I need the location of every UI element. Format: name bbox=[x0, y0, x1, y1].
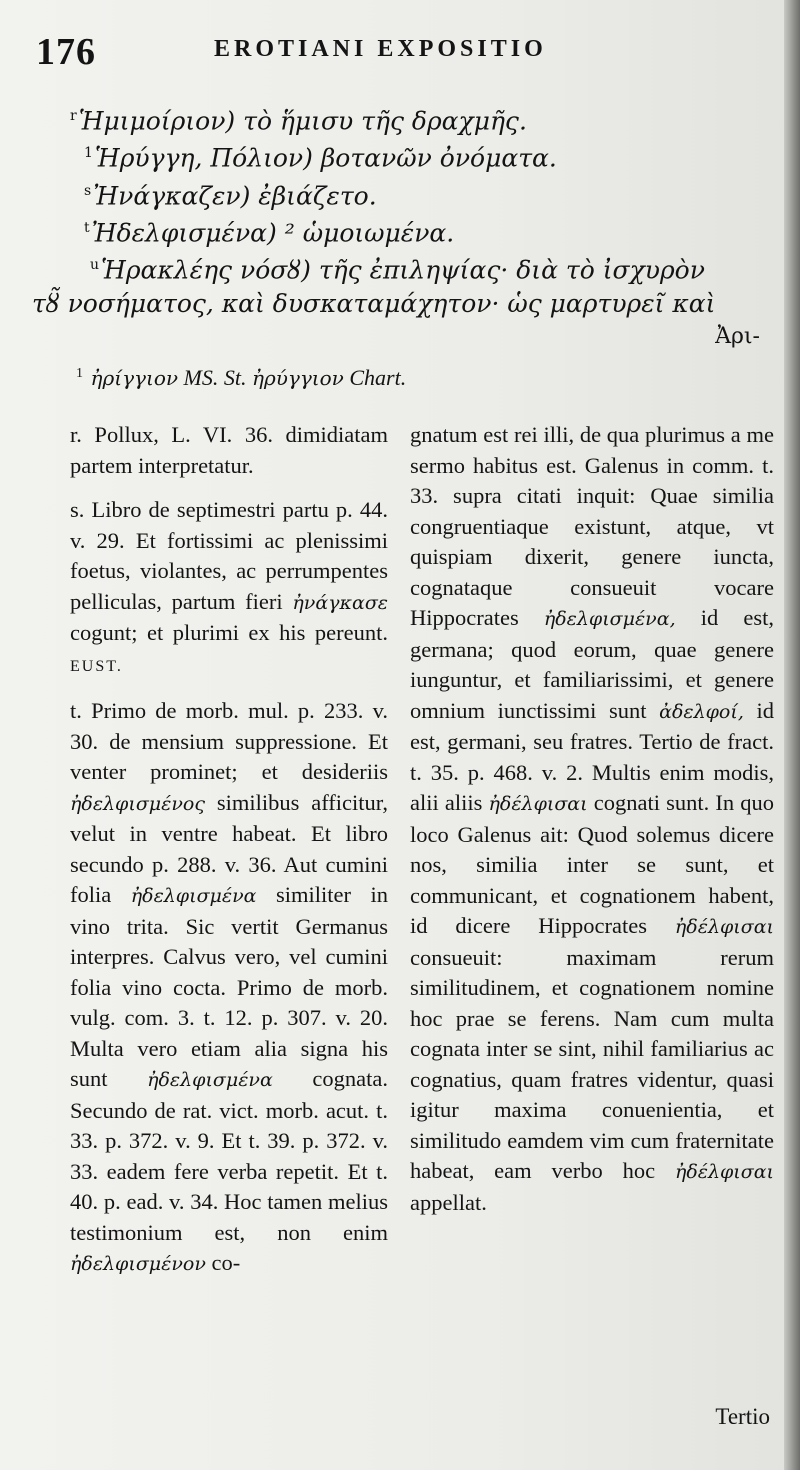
commentary-text: t. Primo de morb. mul. p. 233. v. 30. de mensium suppressione. Et venter prominet; et desideriis bbox=[70, 698, 388, 784]
glossary-entry bbox=[70, 212, 770, 249]
commentary-text: cogunt; et plurimi ex his pereunt. bbox=[70, 620, 388, 645]
commentary-text: appellat. bbox=[410, 1189, 487, 1215]
glossary-text: Ἠνάγκαζεν) ἐβιάζετο. bbox=[93, 180, 377, 210]
commentary-text: id est, germani, seu fratres. Tertio de fract. t. 35. p. 468. v. 2. Multis enim modis, alii aliis bbox=[410, 697, 775, 815]
greek-term: ἠδέλφισαι bbox=[488, 793, 588, 815]
note-marker: 1 bbox=[84, 145, 93, 162]
glossary-text: τȣ̃ νοσήματος, καὶ δυσκαταμάχητον· ὡς μαρτυρεῖ καὶ bbox=[32, 288, 716, 318]
greek-term: ἠδελφισμένον bbox=[70, 1253, 206, 1275]
glossary-text: Ἡρύγγη, Πόλιον) βοτανῶν ὀνόματα. bbox=[94, 143, 557, 173]
glossary-text: Ἡμιμοίριον) τὸ ἥμισυ τῆς δραχμῆς. bbox=[78, 106, 527, 136]
commentary-left-column bbox=[70, 420, 388, 1294]
note-marker: 1 bbox=[76, 365, 83, 381]
commentary-paragraph bbox=[70, 696, 388, 1280]
greek-term: ἠνάγκασε bbox=[292, 591, 388, 614]
glossary-entry bbox=[70, 249, 770, 286]
greek-glossary-entries bbox=[32, 100, 770, 353]
commentary-text: gnatum est rei illi, de qua plurimus a me sermo habitus est. Galenus in comm. t. 33. supra citati inquit: Quae similia congruentiaque existunt, atque, vt quispiam dixerit, genere iuncta, cognataque consueuit vocare Hippocrates bbox=[410, 422, 774, 630]
glossary-text: Ἠδελφισμένα) ² ὡμοιωμένα. bbox=[91, 218, 455, 248]
greek-term: ἠδελφισμένος bbox=[70, 792, 205, 815]
note-marker: t bbox=[84, 219, 90, 236]
page-spine-shadow bbox=[784, 0, 800, 1470]
commentary-paragraph bbox=[70, 420, 388, 481]
commentary-text: s. Libro de septimestri partu p. 44. v. 29. Et fortissimi ac plenissimi foetus, violantes, ac perrumpentes pelliculas, partum fieri bbox=[70, 497, 388, 614]
variant-chart-siglum: Chart. bbox=[349, 365, 407, 390]
glossary-entry bbox=[70, 175, 770, 212]
commentary-right-column bbox=[410, 420, 774, 1232]
glossary-continuation bbox=[32, 287, 770, 320]
commentary-text: consueuit: maximam rerum similitudinem, et cognationem nomine hoc prae se ferens. Nam cum multa cognata inter se sint, nihil familiarius ac cognatius, quam fratres videntur, quasi igitur maxima conuenientia, et similitudo eamdem vim cum fraternitate habeat, eam verbo hoc bbox=[410, 944, 774, 1183]
variant-greek-1: ἠρίγγιον bbox=[90, 366, 179, 390]
greek-term: ἠδελφισμένα bbox=[130, 885, 257, 907]
note-marker: s bbox=[84, 182, 92, 199]
commentary-text: co- bbox=[211, 1250, 241, 1275]
glossary-entry bbox=[70, 137, 770, 174]
note-marker: u bbox=[90, 257, 100, 274]
glossary-text: Ἀρι- bbox=[715, 323, 760, 349]
commentary-paragraph bbox=[410, 420, 774, 1218]
glossary-text: Ἡρακλέης νόσȣ) τῆς ἐπιληψίας· διὰ τὸ ἰσχυρὸν bbox=[101, 255, 705, 285]
greek-term: ἠδέλφισαι bbox=[674, 916, 774, 938]
variant-greek-2: ἠρύγγιον bbox=[251, 366, 344, 390]
source-abbrev: EUST. bbox=[70, 657, 123, 675]
commentary-text: similibus afficitur, velut in ventre habeat. Et libro secundo p. 288. v. 36. Aut cumini folia bbox=[70, 789, 389, 907]
running-title: EROTIANI EXPOSITIO bbox=[214, 36, 547, 62]
catchword: Tertio bbox=[715, 1404, 770, 1429]
greek-term: ἠδελφισμένα bbox=[147, 1069, 273, 1091]
glossary-entry bbox=[70, 100, 770, 137]
commentary-paragraph bbox=[70, 495, 388, 682]
greek-term: ἠδελφισμένα, bbox=[543, 608, 676, 630]
commentary-text: id est, germana; quod eorum, quae genere iunguntur, et familiarissimi, et genere omnium iunctissimi sunt bbox=[410, 605, 775, 723]
variant-reading-note bbox=[76, 365, 676, 391]
commentary-text: r. Pollux, L. VI. 36. dimidiatam partem interpretatur. bbox=[70, 422, 388, 478]
commentary-text: similiter in vino trita. Sic vertit Germanus interpres. Calvus vero, vel cumini folia vino cocta. Primo de morb. vulg. com. 3. t. 12. p. 307. v. 20. Multa vero etiam alia signa his sunt bbox=[70, 882, 388, 1091]
page-number: 176 bbox=[36, 31, 96, 73]
note-marker: r bbox=[70, 108, 77, 124]
variant-ms-siglum: MS. St. bbox=[183, 365, 247, 390]
commentary-text: cognati sunt. In quo loco Galenus ait: Quod solemus dicere nos, similia inter se sunt, et communicant, et cognationem habent, id dicere Hippocrates bbox=[410, 790, 774, 938]
greek-term: ἠδέλφισαι bbox=[674, 1161, 775, 1183]
page-header bbox=[36, 30, 776, 73]
glossary-catchword bbox=[70, 320, 770, 353]
greek-term: ἀδελφοί, bbox=[659, 700, 744, 723]
commentary-text: cognata. Secundo de rat. vict. morb. acut. t. 33. p. 372. v. 9. Et t. 39. p. 372. v. 33. eadem fere verba repetit. Et t. 40. p. ead. v. 34. Hoc tamen melius testimonium est, non enim bbox=[70, 1066, 389, 1245]
